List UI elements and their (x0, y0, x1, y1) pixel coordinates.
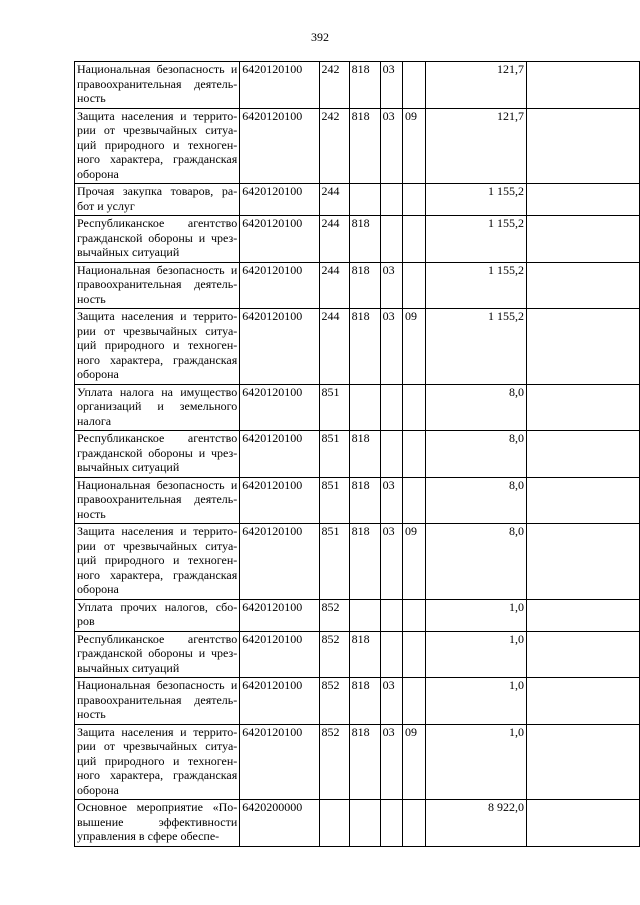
cell-section (380, 184, 402, 216)
cell-subsection (403, 184, 426, 216)
cell-name: Национальная безопасность и правоохранительная деятель-ность (75, 62, 240, 109)
cell-target-article: 6420120100 (240, 309, 319, 385)
cell-expense-type: 242 (319, 108, 349, 184)
cell-administrator: 818 (349, 524, 380, 600)
cell-subsection (403, 800, 426, 847)
cell-administrator: 818 (349, 678, 380, 725)
cell-section (380, 631, 402, 678)
cell-administrator: 818 (349, 477, 380, 524)
cell-expense-type: 852 (319, 724, 349, 800)
cell-extra (526, 599, 639, 631)
cell-extra (526, 800, 639, 847)
cell-name: Республиканское агентство гражданской обороны и чрез-вычайных ситуаций (75, 631, 240, 678)
table-row (75, 524, 640, 600)
cell-extra (526, 678, 639, 725)
cell-administrator: 818 (349, 62, 380, 109)
cell-administrator: 818 (349, 216, 380, 263)
cell-amount: 1 155,2 (426, 216, 527, 263)
cell-expense-type: 851 (319, 384, 349, 431)
cell-amount: 1,0 (426, 631, 527, 678)
cell-section (380, 384, 402, 431)
cell-target-article: 6420120100 (240, 678, 319, 725)
cell-name: Защита населения и террито-рии от чрезвычайных ситуа-ций природного и техноген-ного характера, гражданская оборона (75, 524, 240, 600)
cell-amount: 8,0 (426, 477, 527, 524)
cell-amount: 121,7 (426, 62, 527, 109)
cell-extra (526, 108, 639, 184)
table-row (75, 477, 640, 524)
cell-expense-type: 852 (319, 678, 349, 725)
cell-section (380, 216, 402, 263)
cell-section: 03 (380, 477, 402, 524)
cell-section: 03 (380, 524, 402, 600)
cell-amount: 1 155,2 (426, 309, 527, 385)
cell-target-article: 6420200000 (240, 800, 319, 847)
cell-amount: 8 922,0 (426, 800, 527, 847)
cell-target-article: 6420120100 (240, 631, 319, 678)
cell-extra (526, 431, 639, 478)
cell-administrator (349, 599, 380, 631)
cell-extra (526, 309, 639, 385)
cell-administrator: 818 (349, 262, 380, 309)
cell-expense-type: 244 (319, 216, 349, 263)
table-row (75, 62, 640, 109)
cell-extra (526, 477, 639, 524)
cell-administrator: 818 (349, 724, 380, 800)
cell-target-article: 6420120100 (240, 431, 319, 478)
cell-expense-type: 851 (319, 477, 349, 524)
cell-expense-type: 851 (319, 431, 349, 478)
table-row (75, 108, 640, 184)
cell-subsection: 09 (403, 524, 426, 600)
cell-expense-type: 244 (319, 309, 349, 385)
cell-expense-type: 852 (319, 599, 349, 631)
cell-subsection (403, 262, 426, 309)
table-body (75, 62, 640, 847)
cell-name: Республиканское агентство гражданской обороны и чрез-вычайных ситуаций (75, 431, 240, 478)
cell-target-article: 6420120100 (240, 599, 319, 631)
cell-subsection (403, 431, 426, 478)
cell-name: Республиканское агентство гражданской обороны и чрез-вычайных ситуаций (75, 216, 240, 263)
cell-target-article: 6420120100 (240, 108, 319, 184)
cell-section: 03 (380, 262, 402, 309)
cell-target-article: 6420120100 (240, 524, 319, 600)
page-number: 392 (311, 30, 329, 44)
table-row (75, 800, 640, 847)
cell-amount: 1,0 (426, 724, 527, 800)
cell-amount: 1,0 (426, 599, 527, 631)
table-row (75, 384, 640, 431)
table-row (75, 216, 640, 263)
table-row (75, 724, 640, 800)
cell-expense-type (319, 800, 349, 847)
cell-amount: 8,0 (426, 384, 527, 431)
table-row (75, 309, 640, 385)
cell-section (380, 599, 402, 631)
table-row (75, 599, 640, 631)
cell-amount: 1 155,2 (426, 184, 527, 216)
cell-section: 03 (380, 678, 402, 725)
table-row (75, 678, 640, 725)
cell-section: 03 (380, 724, 402, 800)
cell-section (380, 800, 402, 847)
cell-extra (526, 384, 639, 431)
cell-administrator: 818 (349, 431, 380, 478)
table-row (75, 184, 640, 216)
cell-subsection: 09 (403, 724, 426, 800)
cell-expense-type: 244 (319, 184, 349, 216)
cell-target-article: 6420120100 (240, 724, 319, 800)
table-row (75, 431, 640, 478)
cell-target-article: 6420120100 (240, 262, 319, 309)
cell-subsection (403, 678, 426, 725)
cell-administrator: 818 (349, 631, 380, 678)
cell-amount: 1,0 (426, 678, 527, 725)
cell-name: Национальная безопасность и правоохранительная деятель-ность (75, 262, 240, 309)
cell-administrator (349, 384, 380, 431)
cell-administrator (349, 800, 380, 847)
cell-name: Национальная безопасность и правоохранительная деятель-ность (75, 678, 240, 725)
cell-subsection (403, 599, 426, 631)
budget-table (74, 61, 640, 847)
cell-target-article: 6420120100 (240, 477, 319, 524)
cell-name: Уплата налога на имущество организаций и земельного налога (75, 384, 240, 431)
cell-extra (526, 524, 639, 600)
cell-extra (526, 184, 639, 216)
cell-name: Прочая закупка товаров, ра-бот и услуг (75, 184, 240, 216)
cell-target-article: 6420120100 (240, 184, 319, 216)
cell-name: Основное мероприятие «По-вышение эффективности управления в сфере обеспе- (75, 800, 240, 847)
cell-extra (526, 262, 639, 309)
cell-name: Защита населения и террито-рии от чрезвычайных ситуа-ций природного и техноген-ного характера, гражданская оборона (75, 108, 240, 184)
cell-amount: 1 155,2 (426, 262, 527, 309)
cell-amount: 8,0 (426, 431, 527, 478)
cell-extra (526, 216, 639, 263)
cell-target-article: 6420120100 (240, 384, 319, 431)
cell-subsection (403, 62, 426, 109)
cell-section (380, 431, 402, 478)
cell-administrator: 818 (349, 108, 380, 184)
cell-amount: 121,7 (426, 108, 527, 184)
cell-subsection (403, 477, 426, 524)
cell-expense-type: 244 (319, 262, 349, 309)
cell-extra (526, 631, 639, 678)
cell-name: Защита населения и террито-рии от чрезвычайных ситуа-ций природного и техноген-ного характера, гражданская оборона (75, 724, 240, 800)
cell-section: 03 (380, 108, 402, 184)
cell-amount: 8,0 (426, 524, 527, 600)
cell-administrator (349, 184, 380, 216)
cell-extra (526, 724, 639, 800)
cell-extra (526, 62, 639, 109)
cell-section: 03 (380, 309, 402, 385)
cell-subsection (403, 216, 426, 263)
cell-target-article: 6420120100 (240, 216, 319, 263)
cell-subsection: 09 (403, 309, 426, 385)
cell-expense-type: 242 (319, 62, 349, 109)
cell-expense-type: 851 (319, 524, 349, 600)
cell-subsection: 09 (403, 108, 426, 184)
cell-section: 03 (380, 62, 402, 109)
cell-expense-type: 852 (319, 631, 349, 678)
cell-subsection (403, 631, 426, 678)
table-row (75, 262, 640, 309)
cell-target-article: 6420120100 (240, 62, 319, 109)
cell-administrator: 818 (349, 309, 380, 385)
table-row (75, 631, 640, 678)
cell-name: Национальная безопасность и правоохранительная деятель-ность (75, 477, 240, 524)
cell-name: Уплата прочих налогов, сбо-ров (75, 599, 240, 631)
cell-subsection (403, 384, 426, 431)
cell-name: Защита населения и террито-рии от чрезвычайных ситуа-ций природного и техноген-ного характера, гражданская оборона (75, 309, 240, 385)
